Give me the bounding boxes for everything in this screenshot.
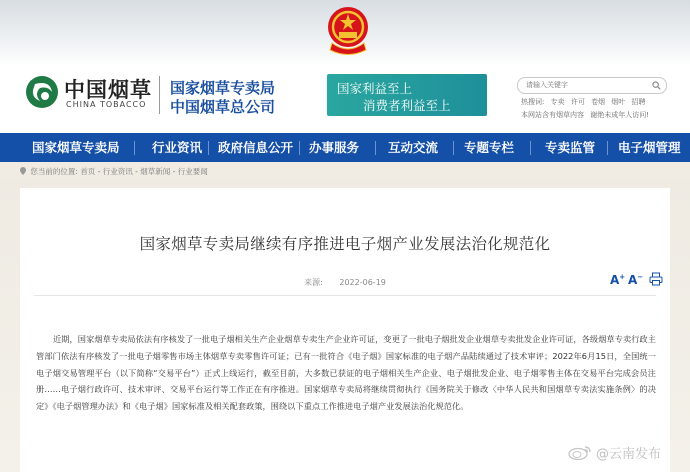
nav-item-services[interactable]: 办事服务 bbox=[309, 140, 360, 155]
slogan-banner bbox=[327, 74, 487, 116]
hot-word-link[interactable]: 卷烟 bbox=[591, 98, 606, 106]
search-box bbox=[517, 77, 667, 94]
article-date: 2022-06-19 bbox=[339, 278, 386, 287]
slogan-line-2: 消费者利益至上 bbox=[363, 98, 451, 113]
breadcrumb-label: 您当前的位置: bbox=[30, 167, 78, 176]
logo-divider bbox=[159, 76, 160, 114]
nav-separator bbox=[453, 141, 454, 155]
article-meta bbox=[0, 277, 690, 288]
nav-item-supervision[interactable]: 专卖监管 bbox=[545, 140, 596, 155]
org-name-corporation: 中国烟草总公司 bbox=[170, 98, 276, 116]
location-pin-icon bbox=[20, 167, 26, 175]
hot-word-link[interactable]: 专卖 bbox=[550, 98, 565, 106]
font-decrease-button[interactable]: A− bbox=[628, 273, 644, 287]
tobacco-notice bbox=[521, 110, 653, 120]
hot-search-words bbox=[521, 97, 650, 107]
hot-search-label: 热搜词: bbox=[521, 98, 545, 106]
slogan-line-1: 国家利益至上 bbox=[337, 81, 413, 96]
national-emblem-icon bbox=[326, 3, 370, 59]
article-body bbox=[36, 331, 656, 415]
nav-item-gov-info[interactable]: 政府信息公开 bbox=[218, 140, 294, 155]
nav-item-industry-news[interactable]: 行业资讯 bbox=[152, 140, 203, 155]
nav-separator bbox=[134, 141, 135, 155]
nav-separator bbox=[208, 141, 209, 155]
nav-separator bbox=[375, 141, 376, 155]
font-decrease-label: A bbox=[628, 273, 638, 287]
nav-item-bureau[interactable]: 国家烟草专卖局 bbox=[32, 140, 120, 155]
print-icon[interactable] bbox=[649, 272, 663, 286]
search-icon[interactable] bbox=[652, 81, 661, 90]
watermark-text: @云南发布 bbox=[596, 447, 662, 462]
nav-separator bbox=[607, 141, 608, 155]
weibo-watermark bbox=[568, 443, 661, 462]
search-input[interactable] bbox=[526, 79, 646, 91]
hot-word-link[interactable]: 烟叶 bbox=[611, 98, 626, 106]
org-name-bureau: 国家烟草专卖局 bbox=[170, 79, 276, 97]
nav-separator bbox=[530, 141, 531, 155]
logo-english-text: CHINA TOBACCO bbox=[66, 100, 147, 109]
nav-separator bbox=[299, 141, 300, 155]
article-title: 国家烟草专卖局继续有序推进电子烟产业发展法治化规范化 bbox=[139, 235, 551, 253]
hot-word-link[interactable]: 许可 bbox=[570, 98, 585, 106]
china-tobacco-logo-icon[interactable] bbox=[24, 74, 60, 110]
weibo-logo-icon bbox=[568, 446, 592, 460]
article-panel bbox=[20, 188, 670, 472]
notice-text: 谢绝未成年人访问! bbox=[590, 111, 650, 119]
hot-word-link[interactable]: 招聘 bbox=[631, 98, 646, 106]
breadcrumb-path[interactable]: 首页 - 行业资讯 - 烟草新闻 - 行业要闻 bbox=[80, 167, 208, 176]
article-divider bbox=[34, 295, 656, 296]
nav-item-interaction[interactable]: 互动交流 bbox=[388, 140, 439, 155]
nav-item-ecig[interactable]: 电子烟管理 bbox=[618, 140, 681, 155]
article-body-text: 近期，国家烟草专卖局依法有序核发了一批电子烟相关生产企业烟草专卖生产企业许可证，变更了一批电子烟批发企业烟草专卖批发企业许可证，各级烟草专卖行政主管部门依法有序核发了一批电子烟零售市场主体烟草专卖零售许可证；已有一批符合《电子烟》国家标准的电子烟产品陆续通过了技术审评；2022年6月15日，全国统一电子烟交易管理平台（以下简称“交易平台”）正式上线运行，截至目前，大多数已获证的电子烟相关生产企业、电子烟批发企业、电子烟零售主体在交易平台完成会员注册……电子烟行政许可、技术审评、交易平台运行等工作正在有序推进。国家烟草专卖局将继续贯彻执行《国务院关于修改〈中华人民共和国烟草专卖法实施条例〉的决定》《电子烟管理办法》和《电子烟》国家标准及相关配套政策，围绕以下重点工作推进电子烟产业发展法治化规范化。 bbox=[36, 334, 656, 412]
notice-text: 本网站含有烟草内容 bbox=[521, 111, 584, 119]
font-increase-label: A bbox=[610, 273, 620, 287]
nav-item-topics[interactable]: 专题专栏 bbox=[464, 140, 515, 155]
logo-chinese-text: 中国烟草 bbox=[64, 78, 152, 102]
article-source: 来源: bbox=[304, 278, 323, 287]
font-increase-button[interactable]: A+ bbox=[610, 273, 626, 287]
breadcrumb bbox=[20, 166, 208, 177]
main-nav bbox=[0, 133, 690, 162]
